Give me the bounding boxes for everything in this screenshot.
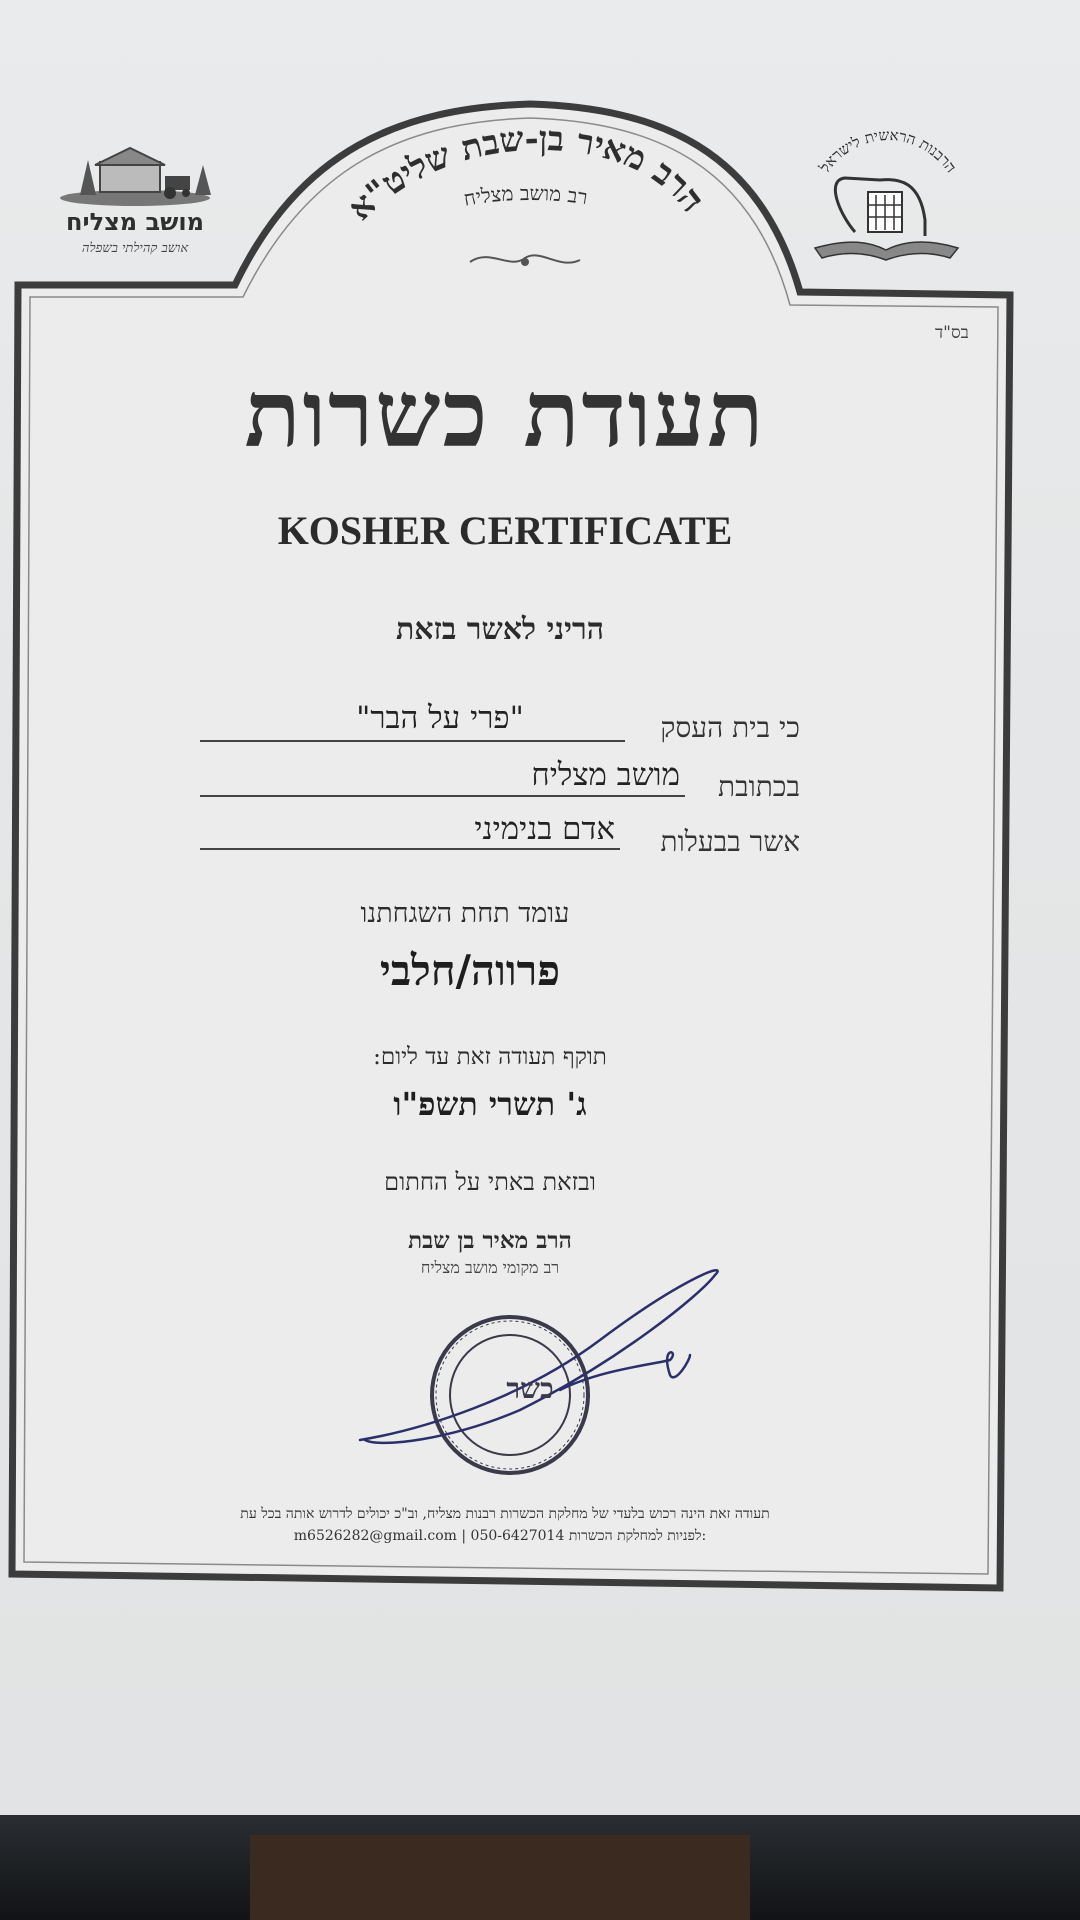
address-value: מושב מצליח [531,757,680,793]
footer-contact-line [250,1528,750,1545]
bsd-label: בס"ד [935,323,969,343]
arc-title-text: הרב מאיר בן-שבת שליט"א [340,118,713,229]
rabbi-name: הרב מאיר בן שבת [408,1227,572,1254]
address-underline [200,795,685,797]
address-label: בכתובת [718,770,800,803]
rabbinate-logo-text: הרבנות הראשית לישראל [815,125,961,176]
certificate-title-english: KOSHER CERTIFICATE [277,508,733,553]
table-surface [0,1815,1080,1920]
arc-subtitle-text: רב מושב מצליח [461,180,590,211]
certificate-title-hebrew: תעודת כשרות [244,360,766,468]
witness-line: ובזאת באתי על החתום [384,1168,596,1196]
footer-ownership-note: תעודה זאת הינה רכוש בלעדי של מחלקת הכשרות רבנות מצליח, וב"כ יכולים לדרוש אותה בכל עת [240,1506,770,1522]
intro-line: הריני לאשר בזאת [395,612,605,647]
moshav-logo-tagline: אושב קהילתי בשפלה [81,241,189,256]
supervision-label: עומד תחת השגחתנו [360,898,570,929]
business-value: "פרי על הבר" [356,700,524,736]
moshav-logo-icon [60,148,211,206]
validity-date: ג' תשרי תשפ"ו [393,1085,587,1123]
owner-value: אדם בנימיני [474,811,615,847]
footer-contact: m6526282@gmail.com | 050-6427014 [293,1528,565,1544]
validity-label: תוקף תעודה זאת עד ליום: [373,1044,607,1070]
owner-underline [200,848,620,850]
stamp-word: כשר [506,1372,554,1405]
moshav-logo-name: מושב מצליח [66,208,204,236]
kashrut-type: פרווה/חלבי [379,946,561,995]
business-label: כי בית העסק [660,711,800,744]
footer-contact-label: לפניות למחלקת הכשרות: [568,1528,707,1544]
business-underline [200,740,625,742]
owner-label: אשר בבעלות [660,825,800,858]
rabbinate-logo-icon [815,178,958,260]
rabbi-title: רב מקומי מושב מצליח [420,1258,560,1277]
